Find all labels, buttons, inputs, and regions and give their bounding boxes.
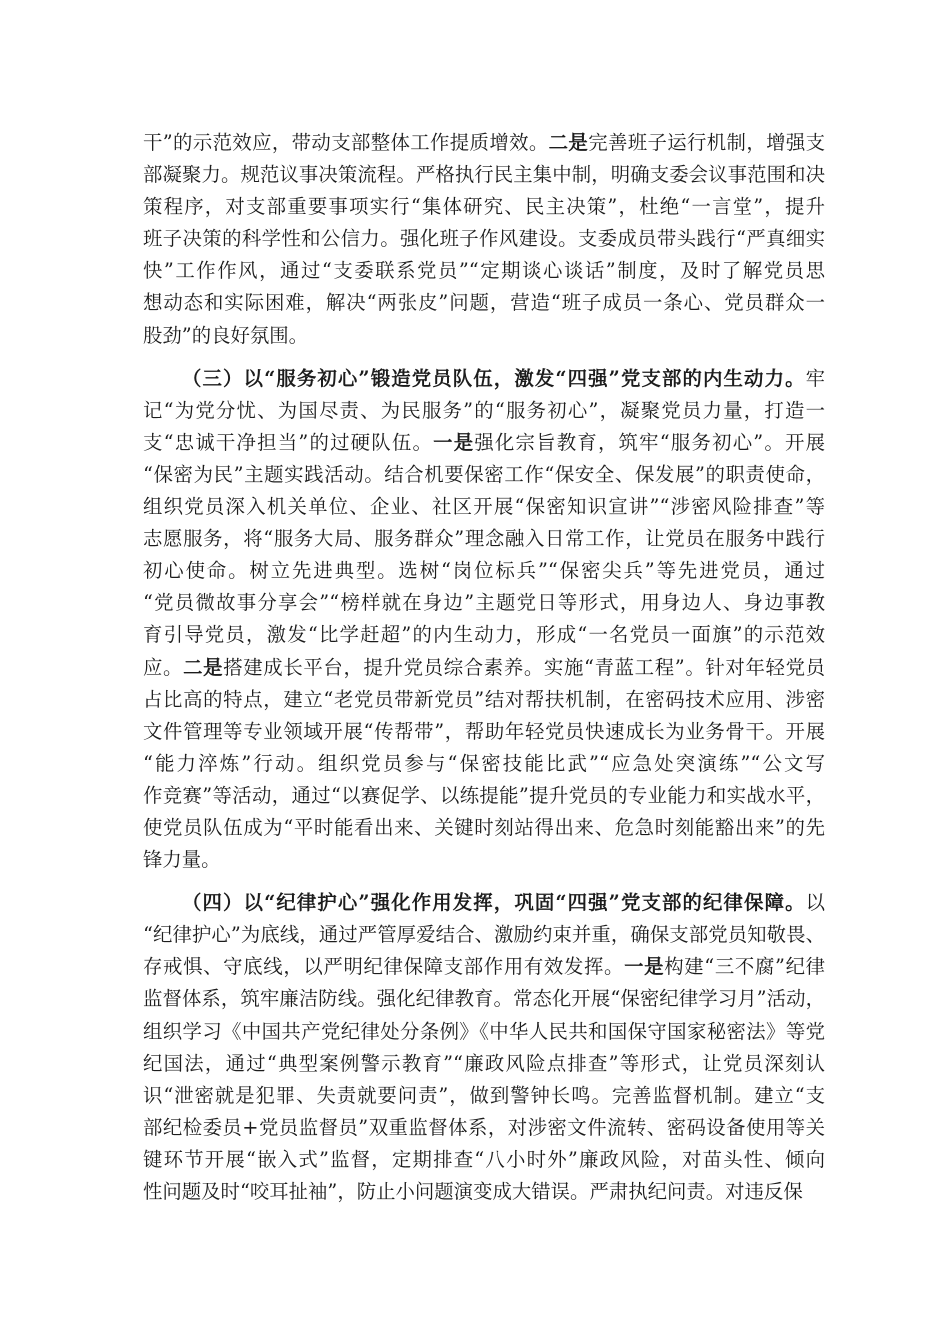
text-line	[143, 127, 825, 159]
text-run: “能力淬炼”行动。组织党员参与“保密技能比武”“应急处突演练”“公文写	[143, 751, 825, 775]
text-line	[143, 1112, 825, 1144]
document-body	[143, 127, 825, 1208]
text-line	[143, 812, 825, 844]
paragraph	[143, 363, 825, 877]
text-run: 干”的示范效应，带动支部整体工作提质增效。	[143, 131, 549, 154]
bold-text-run: 二是	[548, 131, 589, 154]
text-line	[143, 587, 825, 619]
text-run: “保密为民”主题实践活动。结合机要保密工作“保安全、保发展”的职责使命，	[143, 462, 825, 486]
text-run: 股劲”的良好氛围。	[143, 323, 309, 347]
text-run: 以	[805, 891, 825, 915]
text-line	[143, 887, 825, 919]
bold-text-run: 二是	[183, 655, 224, 679]
paragraph	[143, 887, 825, 1208]
text-run: 搭建成长平台，提升党员综合素养。实施“青蓝工程”。针对年轻党员	[223, 655, 826, 679]
text-line	[143, 619, 825, 651]
text-run: 记“为党分忧、为国尽责、为民服务”的“服务初心”，凝聚党员力量，打造一	[143, 398, 825, 422]
text-run: 作竞赛”等活动，通过“以赛促学、以练提能”提升党员的专业能力和实战水平，	[143, 783, 825, 807]
text-run: 监督体系，筑牢廉洁防线。强化纪律教育。常态化开展“保密纪律学习月”活动，	[143, 987, 825, 1011]
text-line	[143, 491, 825, 523]
text-run: 性问题及时“咬耳扯袖”，防止小问题演变成大错误。严肃执纪问责。对违反保	[143, 1180, 803, 1203]
text-run: 支“忠诚干净担当”的过硬队伍。	[143, 430, 434, 454]
text-run: 强化宗旨教育，筑牢“服务初心”。开展	[474, 430, 826, 454]
text-line	[143, 652, 825, 684]
bold-text-run: （四）以“纪律护心”强化作用发挥，巩固“四强”党支部的纪律保障。	[182, 891, 806, 915]
text-run: 文件管理等专业领域开展“传帮带”，帮助年轻党员快速成长为业务骨干。开展	[143, 719, 825, 743]
text-line	[143, 1048, 825, 1080]
paragraph	[143, 127, 825, 352]
text-run: 策程序，对支部重要事项实行“集体研究、民主决策”，杜绝“一言堂”，提升	[143, 195, 825, 219]
text-run: 志愿服务，将“服务大局、服务群众”理念融入日常工作，让党员在服务中践行	[143, 527, 825, 551]
text-line	[143, 223, 825, 255]
text-run: 组织学习《中国共产党纪律处分条例》《中华人民共和国保守国家秘密法》等党	[143, 1019, 825, 1043]
text-run: 部纪检委员+党员监督员”双重监督体系，对涉密文件流转、密码设备使用等关	[143, 1115, 825, 1139]
text-line	[143, 427, 825, 459]
paragraph-gap	[143, 352, 825, 363]
text-run: “党员微故事分享会”“榜样就在身边”主题党日等形式，用身边人、身边事教	[143, 591, 825, 615]
text-line	[143, 684, 825, 716]
text-line	[143, 255, 825, 287]
text-run: 部凝聚力。规范议事决策流程。严格执行民主集中制，明确支委会议事范围和决	[143, 163, 825, 187]
text-line	[143, 844, 825, 876]
text-run: 班子决策的科学性和公信力。强化班子作风建设。支委成员带头践行“严真细实	[143, 227, 825, 251]
text-run: 构建“三不腐”纪律	[664, 955, 826, 979]
text-line	[143, 716, 825, 748]
paragraph-gap	[143, 876, 825, 887]
text-run: 牢	[805, 366, 825, 390]
text-line	[143, 459, 825, 491]
text-run: 初心使命。树立先进典型。选树“岗位标兵”“保密尖兵”等先进党员，通过	[143, 559, 825, 583]
text-run: 快”工作作风，通过“支委联系党员”“定期谈心谈话”制度，及时了解党员思	[143, 259, 825, 283]
text-run: 占比高的特点，建立“老党员带新党员”结对帮扶机制，在密码技术应用、涉密	[143, 687, 825, 711]
text-run: 锋力量。	[143, 848, 221, 872]
text-line	[143, 159, 825, 191]
text-line	[143, 1016, 825, 1048]
text-run: 存戒惧、守底线，以严明纪律保障支部作用有效发挥。	[143, 955, 625, 979]
text-line	[143, 320, 825, 352]
text-run: 组织党员深入机关单位、企业、社区开展“保密知识宣讲”“涉密风险排查”等	[143, 495, 825, 519]
bold-text-run: 一是	[433, 430, 475, 454]
text-run: 纪国法，通过“典型案例警示教育”“廉政风险点排查”等形式，让党员深刻认	[143, 1051, 825, 1075]
text-run: 想动态和实际困难，解决“两张皮”问题，营造“班子成员一条心、党员群众一	[143, 291, 825, 315]
text-line	[143, 1080, 825, 1112]
text-line	[143, 395, 825, 427]
text-line	[143, 748, 825, 780]
document-page	[143, 127, 825, 1208]
text-run: 完善班子运行机制，增强支	[588, 131, 826, 154]
text-line	[143, 919, 825, 951]
text-line	[143, 287, 825, 319]
text-line	[143, 780, 825, 812]
text-run: 应。	[143, 655, 184, 679]
text-run: 育引导党员，激发“比学赶超”的内生动力，形成“一名党员一面旗”的示范效	[143, 623, 825, 647]
text-run: “纪律护心”为底线，通过严管厚爱结合、激励约束并重，确保支部党员知敬畏、	[143, 923, 825, 947]
text-line	[143, 1144, 825, 1176]
text-line	[143, 363, 825, 395]
text-line	[143, 191, 825, 223]
text-run: 使党员队伍成为“平时能看出来、关键时刻站得出来、危急时刻能豁出来”的先	[143, 815, 825, 839]
text-run: 识“泄密就是犯罪、失责就要问责”，做到警钟长鸣。完善监督机制。建立“支	[143, 1083, 825, 1107]
text-line	[143, 951, 825, 983]
text-line	[143, 523, 825, 555]
text-line	[143, 1176, 825, 1208]
text-run: 键环节开展“嵌入式”监督，定期排查“八小时外”廉政风险，对苗头性、倾向	[143, 1147, 825, 1171]
text-line	[143, 983, 825, 1015]
text-line	[143, 555, 825, 587]
bold-text-run: （三）以“服务初心”锻造党员队伍，激发“四强”党支部的内生动力。	[182, 366, 806, 390]
bold-text-run: 一是	[624, 955, 665, 979]
